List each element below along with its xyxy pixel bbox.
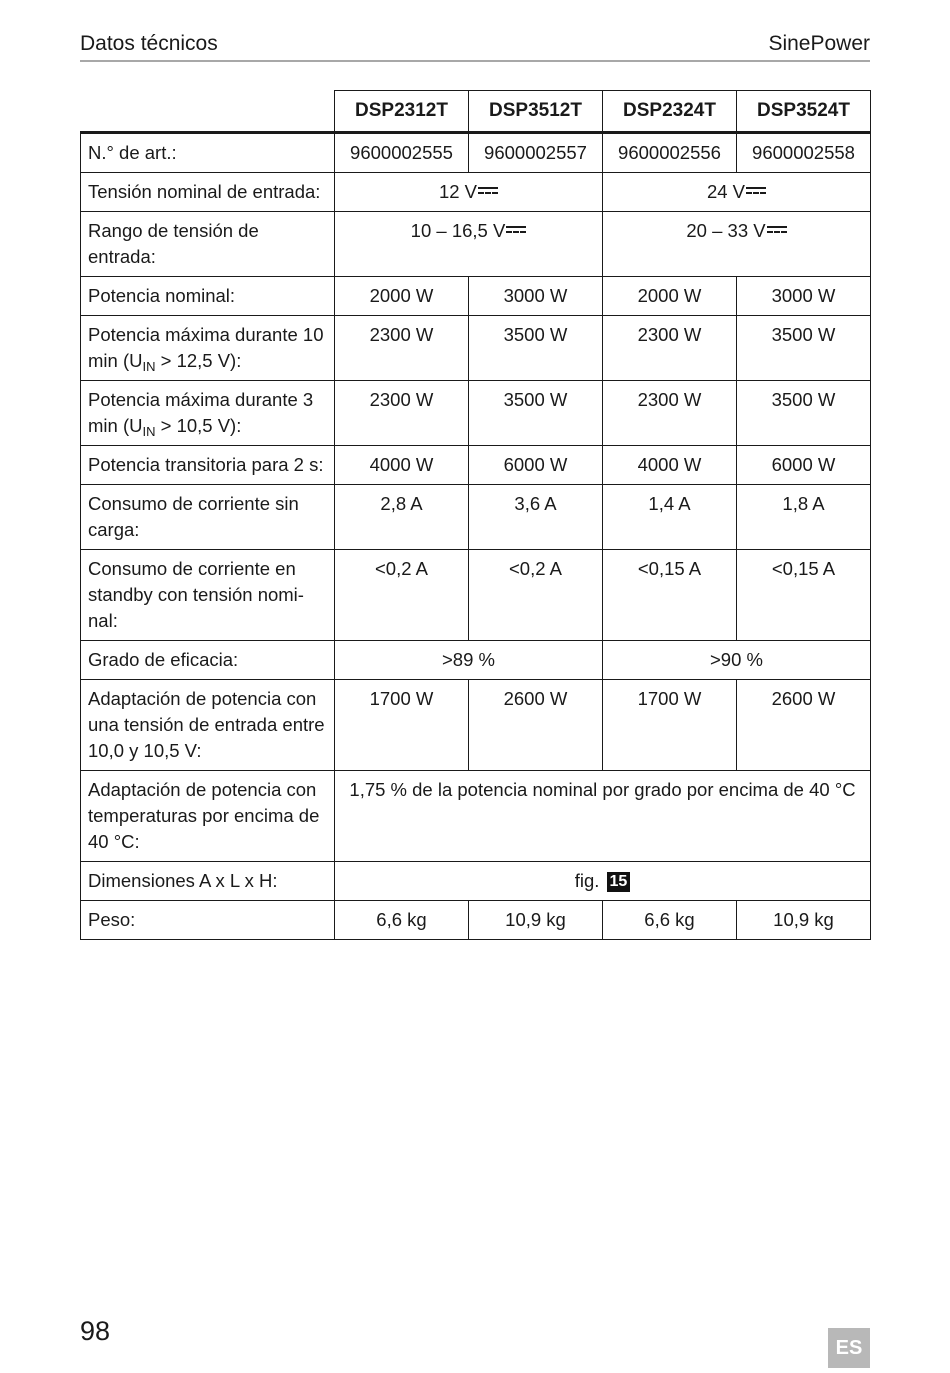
table-header-row — [81, 91, 871, 133]
cell-value: 2000 W — [603, 277, 737, 316]
row-label-weight: Peso: — [81, 901, 335, 940]
cell-value: <0,15 A — [603, 550, 737, 641]
cell-value: 2600 W — [737, 680, 871, 771]
cell-value: 12 V — [335, 173, 603, 212]
cell-value: 1,75 % de la potencia nominal por grado por encima de 40 °C — [335, 771, 871, 862]
table-row — [81, 901, 871, 940]
row-label-max-power-3min: Potencia máxima durante 3 $\min (U_{IN} > 10,5$ V): — [81, 381, 335, 446]
cell-value: 24 V — [603, 173, 871, 212]
column-header-dsp3524t: DSP3524T — [737, 91, 871, 133]
row-label-power-adapt-temp: Adaptación de potencia con temperaturas por encima de 40 °C: — [81, 771, 335, 862]
dc-symbol-icon — [767, 225, 787, 235]
cell-value: <0,15 A — [737, 550, 871, 641]
cell-value: 3500 W — [737, 381, 871, 446]
cell-value: <0,2 A — [335, 550, 469, 641]
row-label-dimensions: Dimensiones A x L x H: — [81, 862, 335, 901]
row-label-art-no: N.° de art.: — [81, 133, 335, 173]
table-row — [81, 771, 871, 862]
row-label-standby-current: Consumo de corriente en standby con tensión nomi-nal: — [81, 550, 335, 641]
table-row — [81, 133, 871, 173]
table-row — [81, 381, 871, 446]
header-empty-cell — [81, 91, 335, 133]
cell-value: 2,8 A — [335, 485, 469, 550]
table-row — [81, 680, 871, 771]
column-header-dsp2312t: DSP2312T — [335, 91, 469, 133]
cell-value: >90 % — [603, 641, 871, 680]
cell-value: 4000 W — [335, 446, 469, 485]
cell-value: 1,4 A — [603, 485, 737, 550]
cell-value: 3500 W — [469, 316, 603, 381]
cell-value: 6,6 kg — [603, 901, 737, 940]
dc-symbol-icon — [746, 186, 766, 196]
cell-value: 3000 W — [737, 277, 871, 316]
cell-value: 20 – 33 V — [603, 212, 871, 277]
cell-value: 9600002556 — [603, 133, 737, 173]
cell-value: 3,6 A — [469, 485, 603, 550]
page-number: 98 — [80, 1316, 111, 1346]
cell-value: 6,6 kg — [335, 901, 469, 940]
cell-value: 2300 W — [603, 316, 737, 381]
dc-symbol-icon — [506, 225, 526, 235]
column-header-dsp3512t: DSP3512T — [469, 91, 603, 133]
cell-value: 6000 W — [469, 446, 603, 485]
language-badge: ES — [828, 1328, 870, 1368]
table-row — [81, 173, 871, 212]
cell-value: 10,9 kg — [737, 901, 871, 940]
cell-value: 9600002557 — [469, 133, 603, 173]
cell-value: 9600002558 — [737, 133, 871, 173]
row-label-nominal-power: Potencia nominal: — [81, 277, 335, 316]
table-row — [81, 641, 871, 680]
cell-value: 1,8 A — [737, 485, 871, 550]
cell-value: 10 – 16,5 V — [335, 212, 603, 277]
row-label-voltage-range: Rango de tensión de entrada: — [81, 212, 335, 277]
cell-value: <0,2 A — [469, 550, 603, 641]
cell-value: 2300 W — [335, 316, 469, 381]
cell-value: 1700 W — [603, 680, 737, 771]
row-label-max-power-10min: Potencia máxima durante 10 $\min (U_{IN} > 12,5$ V): — [81, 316, 335, 381]
cell-value: 6000 W — [737, 446, 871, 485]
cell-value: 2300 W — [603, 381, 737, 446]
cell-value: 9600002555 — [335, 133, 469, 173]
cell-value: fig. 15 — [335, 862, 871, 901]
technical-data-table — [80, 90, 871, 940]
cell-value: 10,9 kg — [469, 901, 603, 940]
page-header — [80, 30, 870, 62]
cell-value: >89 % — [335, 641, 603, 680]
table-row — [81, 485, 871, 550]
product-name: SinePower — [768, 32, 870, 55]
table-row — [81, 316, 871, 381]
cell-value: 1700 W — [335, 680, 469, 771]
row-label-no-load-current: Consumo de corriente sin carga: — [81, 485, 335, 550]
row-label-transient-power: Potencia transitoria para 2 s: — [81, 446, 335, 485]
row-label-nominal-voltage: Tensión nominal de entrada: — [81, 173, 335, 212]
cell-value: 3000 W — [469, 277, 603, 316]
table-row — [81, 212, 871, 277]
cell-value: 4000 W — [603, 446, 737, 485]
figure-reference: 15 — [607, 872, 631, 892]
cell-value: 3500 W — [737, 316, 871, 381]
section-title: Datos técnicos — [80, 32, 218, 55]
row-label-power-adapt-voltage: Adaptación de potencia con una tensión de entrada entre 10,0 y 10,5 V: — [81, 680, 335, 771]
table-row — [81, 550, 871, 641]
cell-value: 3500 W — [469, 381, 603, 446]
cell-value: 2000 W — [335, 277, 469, 316]
dc-symbol-icon — [478, 186, 498, 196]
cell-value: 2300 W — [335, 381, 469, 446]
cell-value: 2600 W — [469, 680, 603, 771]
table-row — [81, 862, 871, 901]
column-header-dsp2324t: DSP2324T — [603, 91, 737, 133]
table-row — [81, 277, 871, 316]
table-row — [81, 446, 871, 485]
row-label-efficiency: Grado de eficacia: — [81, 641, 335, 680]
